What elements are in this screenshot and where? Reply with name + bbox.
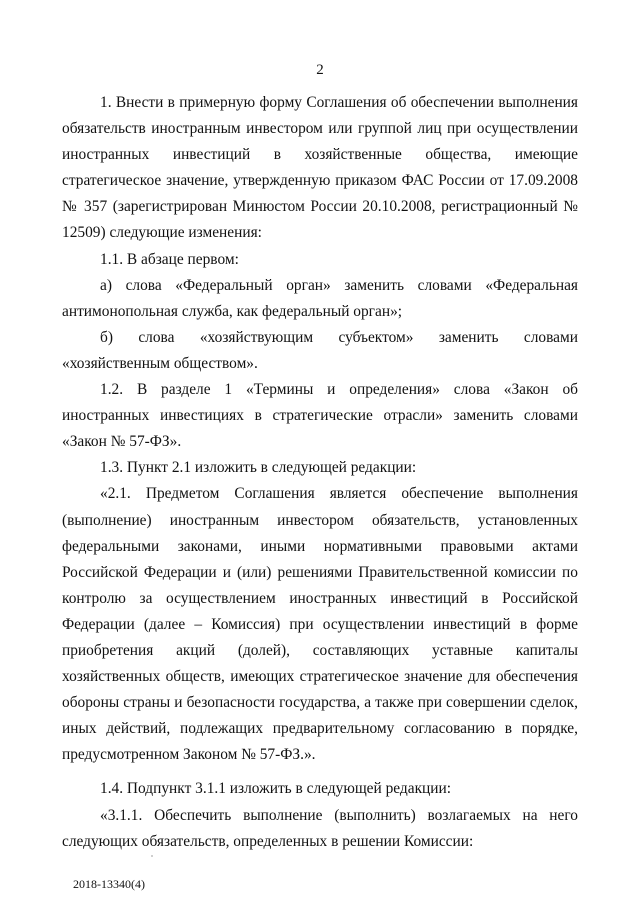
paragraph-amendment-intro: 1. Внести в примерную форму Соглашения об обеспечении выполнения обязательств иностранным инвестором или группой лиц при осуществлении иностранных инвестиций в хозяйственные общества, имеющие стратегическое значение, утвержденную приказом ФАС России от 17.09.2008 № 357 (зарегистрирован Минюстом России 20.10.2008, регистрационный № 12509) следующие изменения: xyxy=(62,94,578,242)
paragraph-1-2: 1.2. В разделе 1 «Термины и определения» слова «Закон об иностранных инвестициях в стратегические отрасли» заменить словами «Закон № 57-ФЗ». xyxy=(62,381,578,451)
paragraph-1-4: 1.4. Подпункт 3.1.1 изложить в следующей редакции: xyxy=(100,780,452,798)
page-number: 2 xyxy=(316,62,324,78)
document-code: 2018-13340(4) xyxy=(73,877,145,891)
paragraph-1-1-a: а) слова «Федеральный орган» заменить словами «Федеральная антимонопольная служба, как федеральный орган»; xyxy=(62,276,578,320)
paragraph-1-3: 1.3. Пункт 2.1 изложить в следующей редакции: xyxy=(100,459,417,477)
paragraph-2-1-text: «2.1. Предметом Соглашения является обеспечение выполнения (выполнение) иностранным инвестором обязательств, установленных федеральными законами, иными нормативными правовыми актами Российской Федерации и (или) решениями Правительственной комиссии по контролю за осуществлением иностранных инвестиций в Российской Федерации (далее – Комиссия) при осуществлении инвестиций в форме приобретения акций (долей), составляющих уставные капиталы хозяйственных обществ, имеющих стратегическое значение для обеспечения обороны страны и безопасности государства, а также при совершении сделок, иных действий, подлежащих предварительному согласованию в порядке, предусмотренном Законом № 57-ФЗ.». xyxy=(62,485,578,764)
document-body xyxy=(62,90,578,855)
scan-speck xyxy=(151,855,153,857)
paragraph-3-1-1-text: «3.1.1. Обеспечить выполнение (выполнить) возлагаемых на него следующих обязательств, определенных в решении Комиссии: xyxy=(62,806,578,850)
paragraph-1-1-b: б) слова «хозяйствующим субъектом» заменить словами «хозяйственным обществом». xyxy=(62,328,578,372)
paragraph-1-1: 1.1. В абзаце первом: xyxy=(100,250,239,268)
